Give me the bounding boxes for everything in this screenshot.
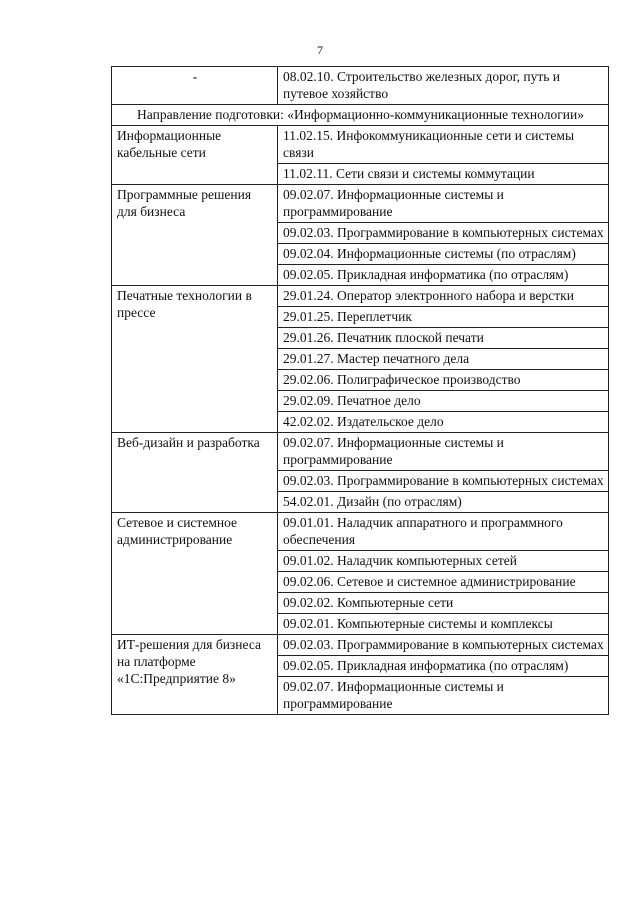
table-row xyxy=(112,513,609,551)
table-row xyxy=(112,185,609,223)
direction-name: Печатные технологии в прессе xyxy=(112,286,278,433)
top-right-cell: 08.02.10. Строительство железных дорог, путь и путевое хозяйство xyxy=(278,67,609,105)
table-body xyxy=(112,67,609,715)
specialty-code: 09.02.03. Программирование в компьютерных системах xyxy=(278,471,609,492)
table-row xyxy=(112,433,609,471)
direction-name: Информационные кабельные сети xyxy=(112,126,278,185)
specialty-code: 11.02.11. Сети связи и системы коммутации xyxy=(278,164,609,185)
direction-name: ИТ-решения для бизнеса на платформе «1С:Предприятие 8» xyxy=(112,635,278,715)
specialty-code: 09.02.04. Информационные системы (по отраслям) xyxy=(278,244,609,265)
direction-name: Программные решения для бизнеса xyxy=(112,185,278,286)
specialty-code: 09.02.07. Информационные системы и программирование xyxy=(278,677,609,715)
specialty-code: 09.02.01. Компьютерные системы и комплексы xyxy=(278,614,609,635)
specialty-code: 09.02.02. Компьютерные сети xyxy=(278,593,609,614)
specialty-code: 09.02.06. Сетевое и системное администрирование xyxy=(278,572,609,593)
specialty-code: 09.01.01. Наладчик аппаратного и программного обеспечения xyxy=(278,513,609,551)
table-row xyxy=(112,286,609,307)
specialty-code: 09.02.03. Программирование в компьютерных системах xyxy=(278,223,609,244)
specialty-code: 29.01.24. Оператор электронного набора и верстки xyxy=(278,286,609,307)
section-header: Направление подготовки: «Информационно-коммуникационные технологии» xyxy=(112,105,609,126)
table-row xyxy=(112,635,609,656)
specialties-table xyxy=(111,66,609,715)
specialty-code: 29.01.25. Переплетчик xyxy=(278,307,609,328)
specialty-code: 09.02.05. Прикладная информатика (по отраслям) xyxy=(278,656,609,677)
section-header-row xyxy=(112,105,609,126)
direction-name: Веб-дизайн и разработка xyxy=(112,433,278,513)
table-row xyxy=(112,126,609,164)
page-number: 7 xyxy=(317,43,323,57)
specialty-code: 29.02.06. Полиграфическое производство xyxy=(278,370,609,391)
specialty-code: 09.02.05. Прикладная информатика (по отраслям) xyxy=(278,265,609,286)
specialty-code: 11.02.15. Инфокоммуникационные сети и системы связи xyxy=(278,126,609,164)
specialty-code: 42.02.02. Издательское дело xyxy=(278,412,609,433)
specialty-code: 29.02.09. Печатное дело xyxy=(278,391,609,412)
top-left-cell: - xyxy=(112,67,278,105)
specialty-code: 09.02.07. Информационные системы и программирование xyxy=(278,433,609,471)
specialty-code: 09.01.02. Наладчик компьютерных сетей xyxy=(278,551,609,572)
specialty-code: 09.02.07. Информационные системы и программирование xyxy=(278,185,609,223)
specialty-code: 29.01.26. Печатник плоской печати xyxy=(278,328,609,349)
table-row xyxy=(112,67,609,105)
specialty-code: 54.02.01. Дизайн (по отраслям) xyxy=(278,492,609,513)
specialty-code: 29.01.27. Мастер печатного дела xyxy=(278,349,609,370)
specialty-code: 09.02.03. Программирование в компьютерных системах xyxy=(278,635,609,656)
direction-name: Сетевое и системное администрирование xyxy=(112,513,278,635)
